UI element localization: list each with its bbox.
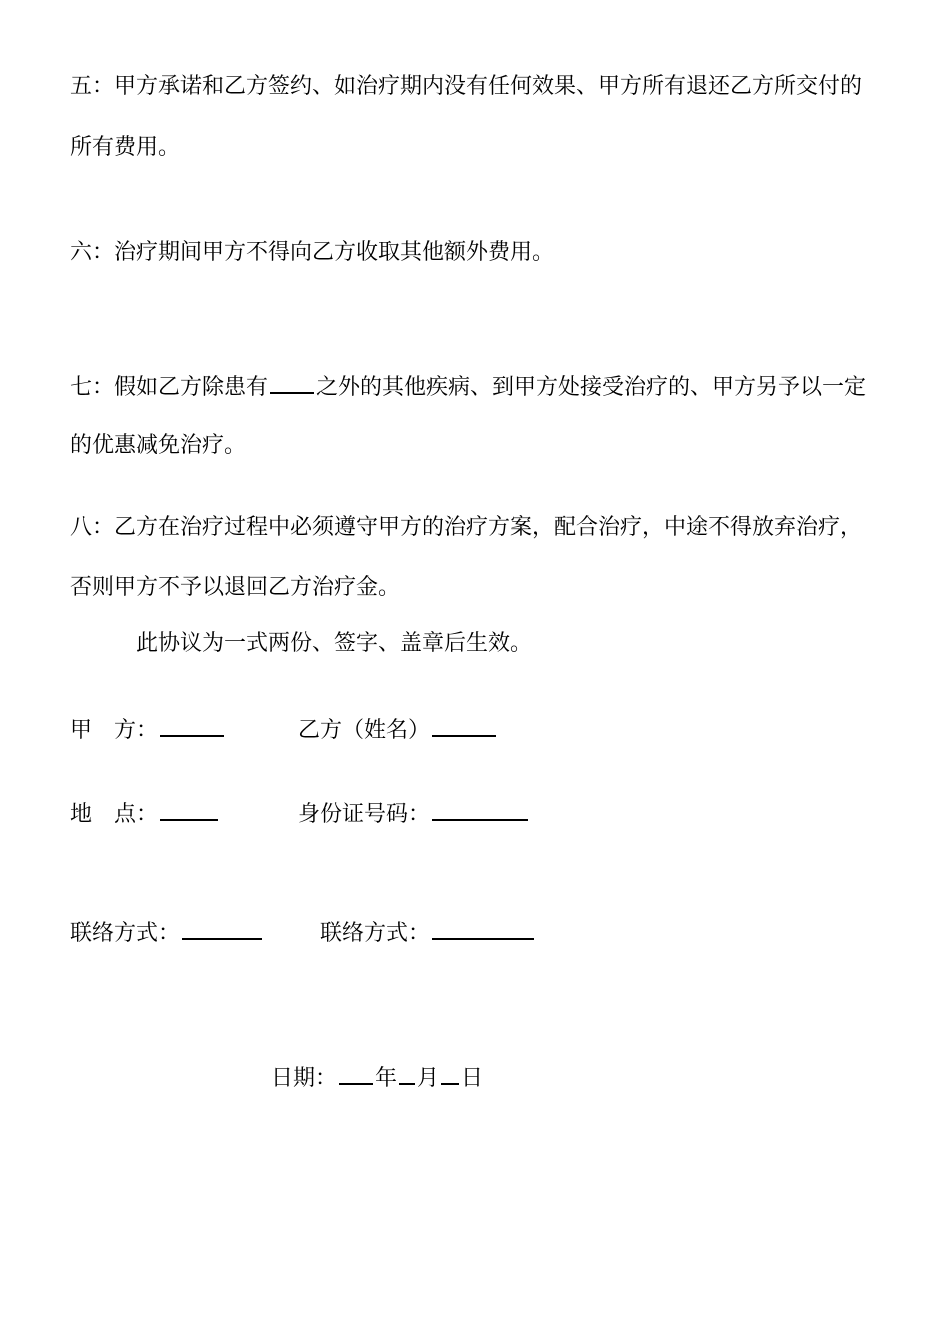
clause-seven-line-1 [70,372,866,403]
clause-eight-line-2: 否则甲方不予以退回乙方治疗金。 [70,575,401,600]
date-label: 日期： [271,1066,338,1091]
contact-a-blank[interactable] [182,918,262,940]
id-number-blank[interactable] [432,799,528,821]
id-number-label: 身份证号码： [298,802,431,827]
effective-note: 此协议为一式两份、签字、盖章后生效。 [136,631,533,656]
location-blank[interactable] [160,799,218,821]
party-b-signature [298,715,498,746]
party-a-signature [70,715,226,746]
location-signature [70,799,220,830]
clause-eight-line-1: 八：乙方在治疗过程中必须遵守甲方的治疗方案，配合治疗，中途不得放弃治疗， [70,515,863,540]
date-line [271,1063,483,1094]
clause-six-line-1: 六：治疗期间甲方不得向乙方收取其他额外费用。 [70,240,555,265]
contact-a-label: 联络方式： [70,921,181,946]
party-b-label: 乙方（姓名） [298,718,431,743]
disease-blank[interactable] [270,372,314,394]
id-number-signature [298,799,530,830]
day-label: 日 [461,1066,484,1091]
contact-a-signature [70,918,264,949]
contact-b-label: 联络方式： [320,921,431,946]
party-a-blank[interactable] [160,715,224,737]
month-label: 月 [417,1066,440,1091]
clause-seven-line-2: 的优惠减免治疗。 [70,433,247,458]
year-blank[interactable] [339,1063,373,1085]
clause-five-line-2: 所有费用。 [70,135,181,160]
month-blank[interactable] [399,1063,415,1085]
clause-seven-prefix: 七：假如乙方除患有 [70,375,269,400]
party-a-label: 甲 方： [70,718,159,743]
clause-seven-suffix: 之外的其他疾病、到甲方处接受治疗的、甲方另予以一定 [316,375,867,400]
clause-five-line-1: 五：甲方承诺和乙方签约、如治疗期内没有任何效果、甲方所有退还乙方所交付的 [70,74,863,99]
party-b-blank[interactable] [432,715,496,737]
day-blank[interactable] [441,1063,459,1085]
location-label: 地 点： [70,802,159,827]
year-label: 年 [375,1066,398,1091]
contact-b-signature [320,918,536,949]
contact-b-blank[interactable] [432,918,534,940]
